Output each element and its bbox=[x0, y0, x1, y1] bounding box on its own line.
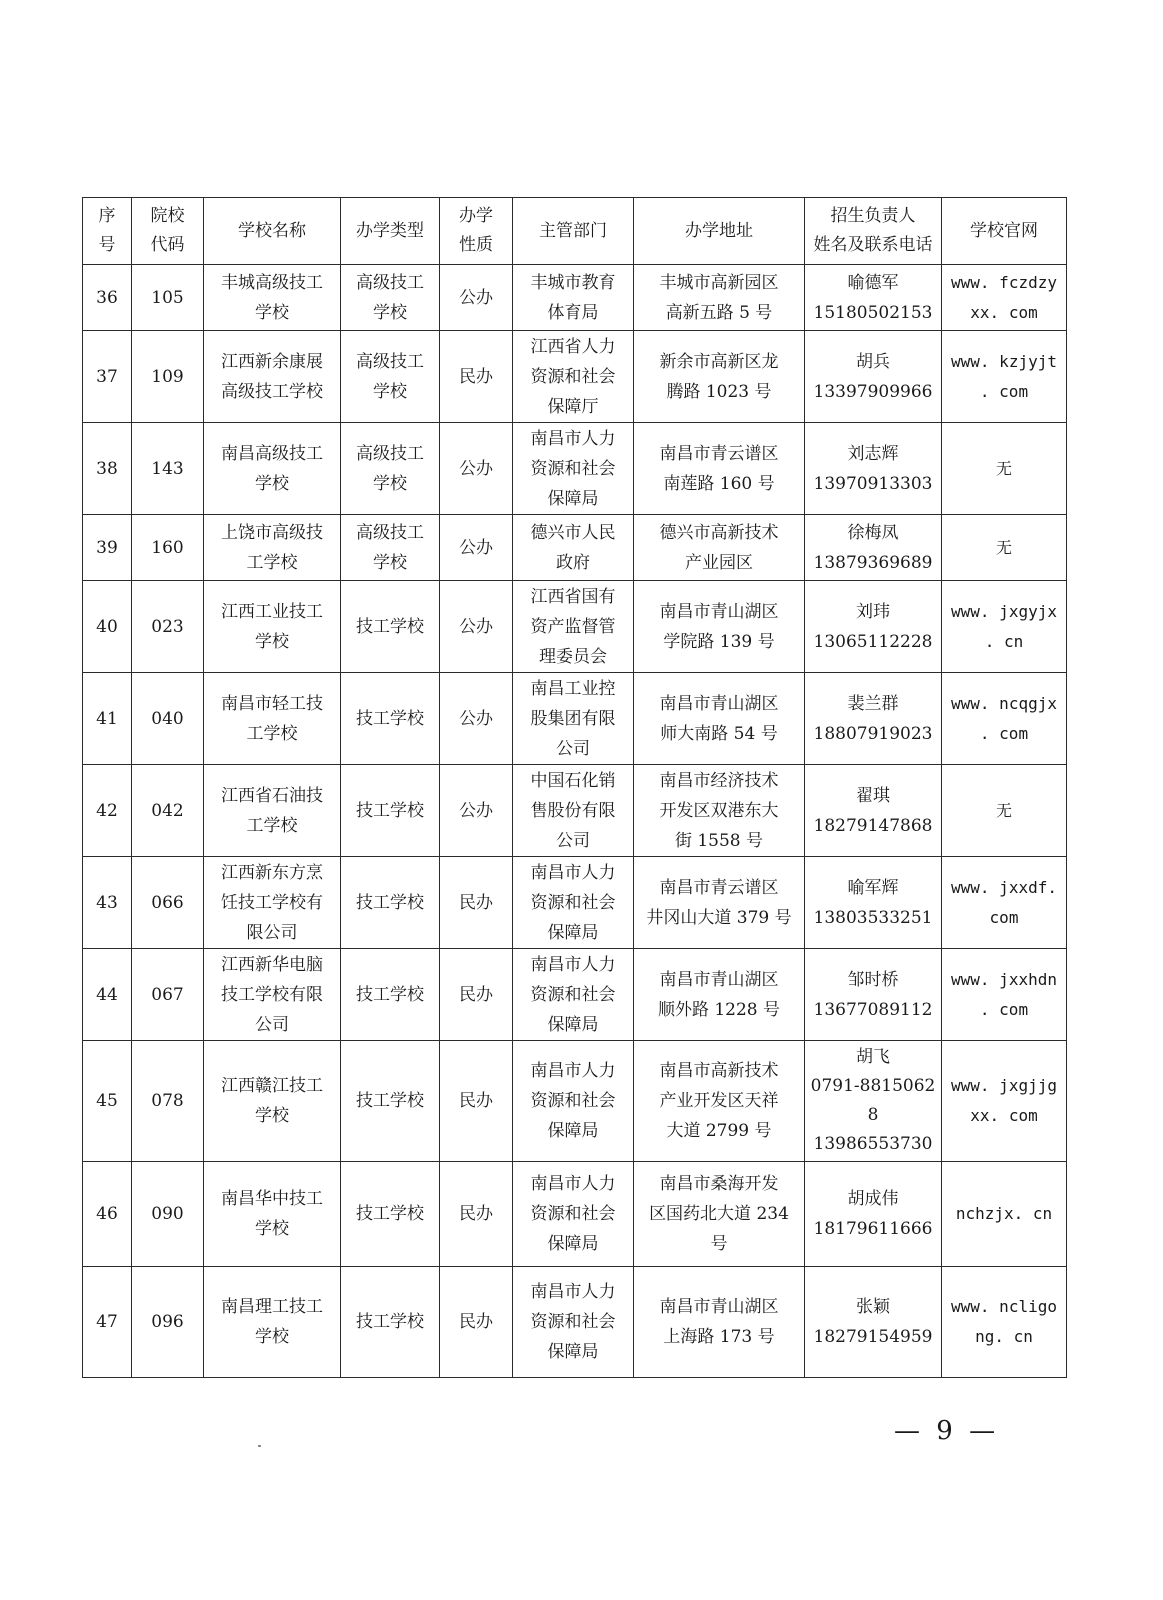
cell-website bbox=[942, 673, 1067, 765]
code-text: 023 bbox=[151, 616, 184, 637]
contact-text: 刘玮 13065112228 bbox=[813, 601, 933, 652]
type-text: 高级技工 学校 bbox=[356, 351, 424, 402]
name-text: 江西新华电脑 技工学校有限 公司 bbox=[221, 954, 323, 1035]
dept-text: 德兴市人民 政府 bbox=[530, 522, 616, 573]
header-row bbox=[83, 198, 1067, 265]
contact-text: 喻德军 15180502153 bbox=[813, 272, 933, 323]
dept-text: 江西省国有 资产监督管 理委员会 bbox=[530, 586, 616, 667]
cell-website bbox=[942, 1041, 1067, 1162]
cell-seq bbox=[83, 857, 132, 949]
address-text: 南昌市青山湖区 师大南路 54 号 bbox=[659, 693, 779, 744]
type-text: 技工学校 bbox=[356, 708, 424, 729]
code-text: 160 bbox=[151, 537, 184, 558]
code-text: 067 bbox=[151, 984, 184, 1005]
table-row bbox=[83, 857, 1067, 949]
address-text: 德兴市高新技术 产业园区 bbox=[659, 522, 779, 573]
cell-contact bbox=[805, 1041, 942, 1162]
cell-nature bbox=[440, 765, 513, 857]
cell-seq bbox=[83, 423, 132, 515]
name-text: 江西新余康展 高级技工学校 bbox=[221, 351, 323, 402]
seq-text: 38 bbox=[96, 458, 118, 479]
address-text: 南昌市青山湖区 学院路 139 号 bbox=[659, 601, 779, 652]
address-text: 南昌市高新技术 产业开发区天祥 大道 2799 号 bbox=[659, 1061, 779, 1141]
code-text: 066 bbox=[151, 892, 184, 913]
name-text: 江西赣江技工 学校 bbox=[221, 1076, 323, 1126]
address-text: 南昌市经济技术 开发区双港东大 街 1558 号 bbox=[659, 770, 779, 851]
cell-address bbox=[634, 1162, 805, 1267]
seq-text: 36 bbox=[96, 287, 118, 308]
type-text: 技工学校 bbox=[356, 1091, 424, 1111]
table-row bbox=[83, 1041, 1067, 1162]
table-body bbox=[83, 265, 1067, 1378]
seq-text: 39 bbox=[96, 537, 118, 558]
cell-dept bbox=[513, 673, 634, 765]
cell-name bbox=[204, 515, 341, 581]
seq-text: 44 bbox=[96, 984, 118, 1005]
cell-address bbox=[634, 265, 805, 331]
cell-contact bbox=[805, 423, 942, 515]
cell-type bbox=[341, 423, 440, 515]
table-row bbox=[83, 515, 1067, 581]
cell-address bbox=[634, 857, 805, 949]
contact-text: 徐梅凤 13879369689 bbox=[813, 522, 933, 573]
type-text: 技工学校 bbox=[356, 1204, 424, 1224]
address-text: 南昌市青山湖区 上海路 173 号 bbox=[659, 1297, 779, 1347]
cell-seq bbox=[83, 765, 132, 857]
cell-name bbox=[204, 765, 341, 857]
nature-text: 民办 bbox=[459, 1204, 493, 1224]
code-text: 096 bbox=[151, 1312, 184, 1332]
cell-dept bbox=[513, 423, 634, 515]
website-text: www. ncligo ng. cn bbox=[951, 1297, 1057, 1346]
cell-website bbox=[942, 765, 1067, 857]
cell-name bbox=[204, 1267, 341, 1378]
cell-nature bbox=[440, 515, 513, 581]
contact-text: 胡成伟 18179611666 bbox=[813, 1189, 933, 1239]
website-text: www. jxxhdn . com bbox=[951, 969, 1057, 1019]
nature-text: 公办 bbox=[459, 708, 493, 729]
website-text: 无 bbox=[995, 537, 1012, 557]
cell-type bbox=[341, 765, 440, 857]
seq-text: 47 bbox=[96, 1312, 118, 1332]
scan-speck bbox=[258, 1445, 261, 1447]
seq-text: 41 bbox=[96, 708, 118, 729]
cell-nature bbox=[440, 949, 513, 1041]
address-text: 南昌市青云谱区 井冈山大道 379 号 bbox=[646, 877, 792, 928]
cell-address bbox=[634, 765, 805, 857]
website-text: www. fczdzy xx. com bbox=[951, 272, 1057, 322]
dept-text: 南昌市人力 资源和社会 保障局 bbox=[530, 954, 616, 1035]
cell-nature bbox=[440, 857, 513, 949]
cell-seq bbox=[83, 515, 132, 581]
name-text: 南昌高级技工 学校 bbox=[221, 443, 323, 494]
header-name: 学校名称 bbox=[204, 198, 341, 265]
name-text: 丰城高级技工 学校 bbox=[221, 272, 323, 323]
name-text: 南昌市轻工技 工学校 bbox=[221, 693, 323, 744]
cell-name bbox=[204, 1162, 341, 1267]
cell-type bbox=[341, 673, 440, 765]
cell-address bbox=[634, 581, 805, 673]
seq-text: 40 bbox=[96, 616, 118, 637]
cell-seq bbox=[83, 949, 132, 1041]
cell-dept bbox=[513, 1162, 634, 1267]
type-text: 技工学校 bbox=[356, 800, 424, 821]
table-row bbox=[83, 1162, 1067, 1267]
cell-dept bbox=[513, 949, 634, 1041]
cell-website bbox=[942, 423, 1067, 515]
cell-seq bbox=[83, 265, 132, 331]
website-text: www. jxxdf. com bbox=[951, 877, 1057, 927]
cell-type bbox=[341, 857, 440, 949]
type-text: 技工学校 bbox=[356, 1312, 424, 1332]
cell-dept bbox=[513, 581, 634, 673]
seq-text: 42 bbox=[96, 800, 118, 821]
header-dept: 主管部门 bbox=[513, 198, 634, 265]
cell-seq bbox=[83, 1041, 132, 1162]
type-text: 高级技工 学校 bbox=[356, 443, 424, 494]
cell-code bbox=[132, 581, 204, 673]
header-website: 学校官网 bbox=[942, 198, 1067, 265]
cell-contact bbox=[805, 331, 942, 423]
nature-text: 公办 bbox=[459, 458, 493, 479]
cell-type bbox=[341, 581, 440, 673]
dept-text: 南昌市人力 资源和社会 保障局 bbox=[530, 428, 616, 509]
cell-dept bbox=[513, 265, 634, 331]
dept-text: 丰城市教育 体育局 bbox=[530, 272, 616, 323]
header-nature: 办学 性质 bbox=[440, 198, 513, 265]
cell-dept bbox=[513, 857, 634, 949]
dept-text: 南昌市人力 资源和社会 保障局 bbox=[530, 1174, 616, 1254]
name-text: 上饶市高级技 工学校 bbox=[221, 522, 323, 573]
cell-type bbox=[341, 515, 440, 581]
dept-text: 南昌市人力 资源和社会 保障局 bbox=[530, 1282, 616, 1362]
cell-website bbox=[942, 331, 1067, 423]
name-text: 南昌华中技工 学校 bbox=[221, 1189, 323, 1239]
cell-code bbox=[132, 857, 204, 949]
cell-code bbox=[132, 1162, 204, 1267]
page-number: — 9 — bbox=[894, 1416, 1000, 1446]
contact-text: 胡飞 0791-8815062 8 13986553730 bbox=[810, 1047, 936, 1154]
type-text: 技工学校 bbox=[356, 616, 424, 637]
cell-dept bbox=[513, 331, 634, 423]
cell-contact bbox=[805, 581, 942, 673]
school-roster-table bbox=[82, 197, 1067, 1378]
nature-text: 民办 bbox=[459, 984, 493, 1005]
cell-nature bbox=[440, 423, 513, 515]
cell-website bbox=[942, 1267, 1067, 1378]
nature-text: 民办 bbox=[459, 1091, 493, 1111]
dept-text: 南昌市人力 资源和社会 保障局 bbox=[530, 1061, 616, 1141]
cell-website bbox=[942, 581, 1067, 673]
contact-text: 张颖 18279154959 bbox=[813, 1297, 933, 1347]
name-text: 江西新东方烹 饪技工学校有 限公司 bbox=[221, 862, 323, 943]
cell-code bbox=[132, 265, 204, 331]
cell-seq bbox=[83, 581, 132, 673]
nature-text: 民办 bbox=[459, 892, 493, 913]
cell-nature bbox=[440, 581, 513, 673]
cell-nature bbox=[440, 1162, 513, 1267]
header-contact: 招生负责人 姓名及联系电话 bbox=[805, 198, 942, 265]
address-text: 南昌市青云谱区 南莲路 160 号 bbox=[659, 443, 779, 494]
cell-code bbox=[132, 949, 204, 1041]
cell-dept bbox=[513, 1267, 634, 1378]
header-code: 院校 代码 bbox=[132, 198, 204, 265]
website-text: www. jxgyjx . cn bbox=[951, 601, 1057, 651]
website-text: nchzjx. cn bbox=[955, 1204, 1053, 1223]
contact-text: 刘志辉 13970913303 bbox=[813, 443, 933, 494]
type-text: 技工学校 bbox=[356, 984, 424, 1005]
cell-type bbox=[341, 1162, 440, 1267]
cell-address bbox=[634, 423, 805, 515]
cell-name bbox=[204, 581, 341, 673]
seq-text: 37 bbox=[96, 366, 118, 387]
nature-text: 民办 bbox=[459, 366, 493, 387]
cell-type bbox=[341, 1267, 440, 1378]
cell-name bbox=[204, 857, 341, 949]
contact-text: 喻军辉 13803533251 bbox=[813, 877, 933, 928]
table-row bbox=[83, 949, 1067, 1041]
cell-nature bbox=[440, 1041, 513, 1162]
cell-name bbox=[204, 423, 341, 515]
cell-website bbox=[942, 1162, 1067, 1267]
website-text: www. ncqgjx . com bbox=[951, 693, 1057, 743]
cell-name bbox=[204, 1041, 341, 1162]
cell-code bbox=[132, 673, 204, 765]
cell-contact bbox=[805, 765, 942, 857]
contact-text: 裴兰群 18807919023 bbox=[813, 693, 933, 744]
address-text: 新余市高新区龙 腾路 1023 号 bbox=[659, 351, 779, 402]
type-text: 高级技工 学校 bbox=[356, 522, 424, 573]
address-text: 丰城市高新园区 高新五路 5 号 bbox=[659, 272, 779, 323]
cell-website bbox=[942, 857, 1067, 949]
dept-text: 江西省人力 资源和社会 保障厅 bbox=[530, 336, 616, 417]
cell-seq bbox=[83, 1267, 132, 1378]
code-text: 040 bbox=[151, 708, 184, 729]
table-row bbox=[83, 265, 1067, 331]
contact-text: 胡兵 13397909966 bbox=[813, 351, 933, 402]
cell-name bbox=[204, 265, 341, 331]
cell-code bbox=[132, 331, 204, 423]
name-text: 江西省石油技 工学校 bbox=[221, 785, 323, 836]
code-text: 109 bbox=[151, 366, 184, 387]
cell-address bbox=[634, 331, 805, 423]
address-text: 南昌市桑海开发 区国药北大道 234 号 bbox=[649, 1174, 789, 1254]
cell-code bbox=[132, 515, 204, 581]
code-text: 105 bbox=[151, 287, 184, 308]
cell-code bbox=[132, 423, 204, 515]
table-row bbox=[83, 765, 1067, 857]
header-type: 办学类型 bbox=[341, 198, 440, 265]
seq-text: 43 bbox=[96, 892, 118, 913]
code-text: 143 bbox=[151, 458, 184, 479]
table-row bbox=[83, 581, 1067, 673]
website-text: 无 bbox=[995, 800, 1012, 820]
name-text: 江西工业技工 学校 bbox=[221, 601, 323, 652]
dept-text: 南昌工业控 股集团有限 公司 bbox=[530, 678, 616, 759]
cell-contact bbox=[805, 949, 942, 1041]
seq-text: 46 bbox=[96, 1204, 118, 1224]
seq-text: 45 bbox=[96, 1091, 118, 1111]
header-address: 办学地址 bbox=[634, 198, 805, 265]
cell-code bbox=[132, 1041, 204, 1162]
cell-contact bbox=[805, 515, 942, 581]
cell-address bbox=[634, 673, 805, 765]
cell-nature bbox=[440, 331, 513, 423]
cell-nature bbox=[440, 1267, 513, 1378]
cell-address bbox=[634, 1041, 805, 1162]
cell-website bbox=[942, 515, 1067, 581]
code-text: 090 bbox=[151, 1204, 184, 1224]
cell-name bbox=[204, 331, 341, 423]
address-text: 南昌市青山湖区 顺外路 1228 号 bbox=[657, 969, 781, 1020]
cell-type bbox=[341, 1041, 440, 1162]
cell-nature bbox=[440, 265, 513, 331]
cell-type bbox=[341, 331, 440, 423]
nature-text: 公办 bbox=[459, 800, 493, 821]
cell-contact bbox=[805, 1267, 942, 1378]
website-text: 无 bbox=[995, 458, 1012, 478]
name-text: 南昌理工技工 学校 bbox=[221, 1297, 323, 1347]
cell-address bbox=[634, 949, 805, 1041]
code-text: 078 bbox=[151, 1091, 184, 1111]
cell-code bbox=[132, 765, 204, 857]
nature-text: 公办 bbox=[459, 287, 493, 308]
cell-type bbox=[341, 949, 440, 1041]
cell-seq bbox=[83, 331, 132, 423]
table-row bbox=[83, 673, 1067, 765]
cell-website bbox=[942, 949, 1067, 1041]
cell-dept bbox=[513, 765, 634, 857]
dept-text: 南昌市人力 资源和社会 保障局 bbox=[530, 862, 616, 943]
code-text: 042 bbox=[151, 800, 184, 821]
cell-website bbox=[942, 265, 1067, 331]
dept-text: 中国石化销 售股份有限 公司 bbox=[530, 770, 616, 851]
cell-contact bbox=[805, 857, 942, 949]
table-header bbox=[83, 198, 1067, 265]
cell-nature bbox=[440, 673, 513, 765]
cell-contact bbox=[805, 265, 942, 331]
cell-address bbox=[634, 515, 805, 581]
cell-name bbox=[204, 949, 341, 1041]
cell-address bbox=[634, 1267, 805, 1378]
cell-dept bbox=[513, 515, 634, 581]
table-row bbox=[83, 423, 1067, 515]
cell-seq bbox=[83, 673, 132, 765]
nature-text: 民办 bbox=[459, 1312, 493, 1332]
table-row bbox=[83, 1267, 1067, 1378]
type-text: 高级技工 学校 bbox=[356, 272, 424, 323]
cell-seq bbox=[83, 1162, 132, 1267]
cell-contact bbox=[805, 1162, 942, 1267]
cell-code bbox=[132, 1267, 204, 1378]
header-seq: 序 号 bbox=[83, 198, 132, 265]
website-text: www. kzjyjt . com bbox=[951, 351, 1057, 401]
cell-type bbox=[341, 265, 440, 331]
nature-text: 公办 bbox=[459, 537, 493, 558]
contact-text: 邹时桥 13677089112 bbox=[813, 969, 933, 1020]
table-row bbox=[83, 331, 1067, 423]
type-text: 技工学校 bbox=[356, 892, 424, 913]
cell-name bbox=[204, 673, 341, 765]
contact-text: 翟琪 18279147868 bbox=[813, 785, 933, 836]
nature-text: 公办 bbox=[459, 616, 493, 637]
cell-dept bbox=[513, 1041, 634, 1162]
cell-contact bbox=[805, 673, 942, 765]
website-text: www. jxgjjg xx. com bbox=[951, 1076, 1057, 1125]
